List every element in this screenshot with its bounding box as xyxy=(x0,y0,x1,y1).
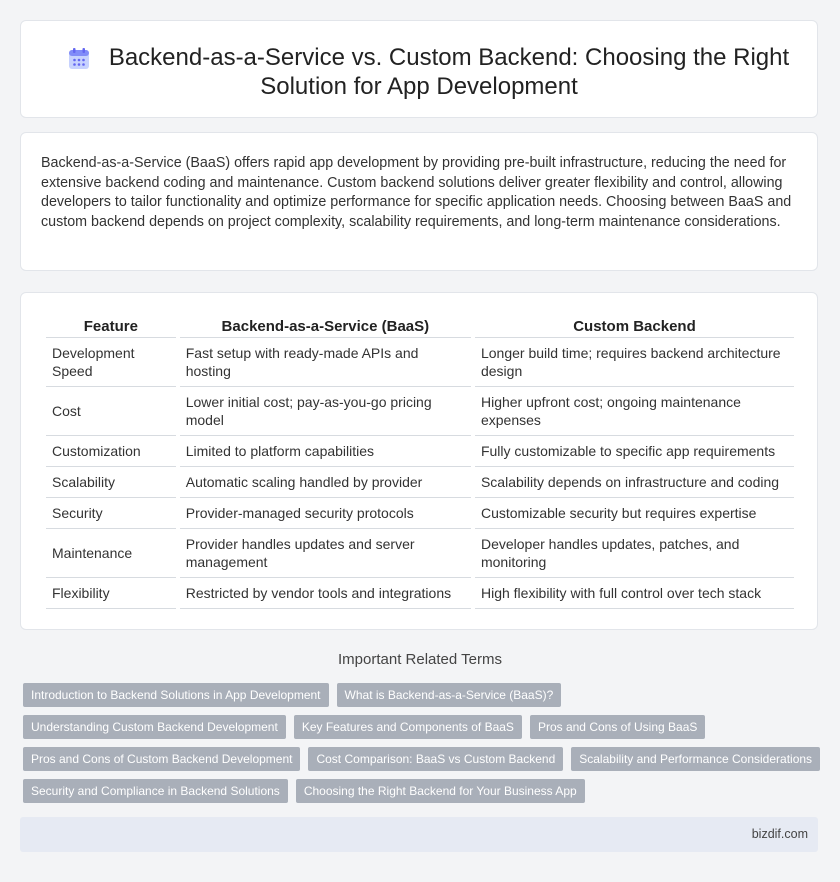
related-term-tag[interactable]: Choosing the Right Backend for Your Business App xyxy=(296,779,585,803)
related-term-tag[interactable]: Scalability and Performance Considerations xyxy=(571,747,820,771)
header-feature: Feature xyxy=(46,315,176,338)
header-baas: Backend-as-a-Service (BaaS) xyxy=(180,315,471,338)
feature-cell: Maintenance xyxy=(46,529,176,578)
custom-cell: Higher upfront cost; ongoing maintenance expenses xyxy=(475,387,794,436)
related-terms-title: Important Related Terms xyxy=(338,651,502,668)
related-term-tag[interactable]: Introduction to Backend Solutions in App Development xyxy=(23,683,329,707)
feature-cell: Scalability xyxy=(46,467,176,498)
table-row xyxy=(46,529,794,578)
feature-cell: Cost xyxy=(46,387,176,436)
custom-cell: High flexibility with full control over tech stack xyxy=(475,578,794,609)
table-row xyxy=(46,387,794,436)
baas-cell: Automatic scaling handled by provider xyxy=(180,467,471,498)
comparison-card xyxy=(20,292,818,630)
custom-cell: Fully customizable to specific app requirements xyxy=(475,436,794,467)
table-row xyxy=(46,436,794,467)
custom-cell: Developer handles updates, patches, and monitoring xyxy=(475,529,794,578)
feature-cell: Security xyxy=(46,498,176,529)
table-row xyxy=(46,467,794,498)
table-row xyxy=(46,578,794,609)
baas-cell: Fast setup with ready-made APIs and hosting xyxy=(180,338,471,387)
related-term-tag[interactable]: Pros and Cons of Custom Backend Development xyxy=(23,747,300,771)
baas-cell: Provider handles updates and server management xyxy=(180,529,471,578)
related-term-tag[interactable]: Understanding Custom Backend Development xyxy=(23,715,286,739)
baas-cell: Limited to platform capabilities xyxy=(180,436,471,467)
feature-cell: Customization xyxy=(46,436,176,467)
feature-cell: Flexibility xyxy=(46,578,176,609)
custom-cell: Scalability depends on infrastructure and coding xyxy=(475,467,794,498)
related-term-tag[interactable]: Pros and Cons of Using BaaS xyxy=(530,715,705,739)
table-row xyxy=(46,498,794,529)
related-terms-list xyxy=(23,683,823,811)
related-term-tag[interactable]: Security and Compliance in Backend Solutions xyxy=(23,779,288,803)
related-term-tag[interactable]: Cost Comparison: BaaS vs Custom Backend xyxy=(308,747,563,771)
related-term-tag[interactable]: What is Backend-as-a-Service (BaaS)? xyxy=(337,683,562,707)
feature-cell: Development Speed xyxy=(46,338,176,387)
related-term-tag[interactable]: Key Features and Components of BaaS xyxy=(294,715,522,739)
custom-cell: Longer build time; requires backend architecture design xyxy=(475,338,794,387)
footer xyxy=(20,817,818,852)
table-header-row xyxy=(46,315,794,338)
footer-site-link[interactable]: bizdif.com xyxy=(751,827,808,841)
page-title xyxy=(21,43,817,101)
intro-card xyxy=(20,132,818,271)
page-title-line-2: Solution for App Development xyxy=(260,73,578,100)
baas-cell: Restricted by vendor tools and integrations xyxy=(180,578,471,609)
comparison-table xyxy=(42,315,798,609)
table-row xyxy=(46,338,794,387)
custom-cell: Customizable security but requires expertise xyxy=(475,498,794,529)
title-card xyxy=(20,20,818,118)
intro-text: Backend-as-a-Service (BaaS) offers rapid app development by providing pre-built infrastructure, reducing the need for extensive backend coding and maintenance. Custom backend solutions deliver greater flexibility and control, allowing developers to tailor functionality and optimize performance for specific application needs. Choosing between BaaS and custom backend depends on project complexity, scalability requirements, and long-term maintenance considerations. xyxy=(41,155,792,230)
baas-cell: Lower initial cost; pay-as-you-go pricing model xyxy=(180,387,471,436)
header-custom: Custom Backend xyxy=(475,315,794,338)
page-title-line-1: Backend-as-a-Service vs. Custom Backend: Choosing the Right xyxy=(108,44,790,71)
baas-cell: Provider-managed security protocols xyxy=(180,498,471,529)
